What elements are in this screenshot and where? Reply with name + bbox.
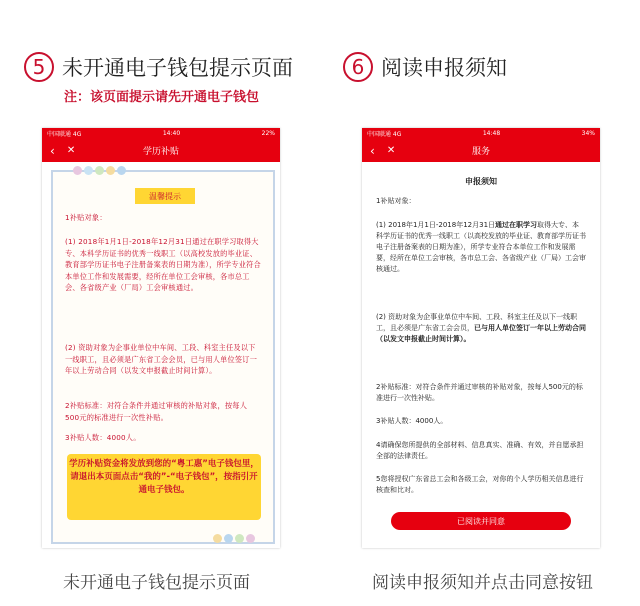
paragraph: 1补贴对象：	[65, 213, 107, 222]
close-icon[interactable]: ✕	[386, 145, 396, 156]
paragraph: (1) 2018年1月1日-2018年12月31日通过在职学习取得大专、本科学历证书的优秀一线职工（以高校发放的毕业证、教育部学历证书电子注册备案表的日期为准），所学专业符合本单位工作和发展需要，经所在单位工会审核，各市总工会、各省级产业（厂局）工会审核通过。	[376, 221, 586, 273]
clock-label: 14:40	[162, 130, 181, 137]
paragraph: 5您将授权广东省总工会和各级工会，对你的个人学历相关信息进行核查和比对。	[376, 475, 584, 494]
step-title: 阅读申报须知	[381, 56, 507, 80]
agree-button[interactable]: 已阅读并同意	[391, 512, 571, 530]
caption-left: 未开通电子钱包提示页面	[63, 573, 250, 593]
notice-frame	[51, 170, 275, 544]
paragraph: (2) 资助对象为企事业单位中车间、工段、科室主任及以下一线职工，且必须是广东省工会会员，已与用人单位签订一年以上劳动合同（以发文申报截止时间计算）。	[376, 313, 586, 343]
step-5-header	[24, 52, 293, 82]
nav-bar	[362, 139, 600, 162]
phone-screen-notice	[362, 128, 600, 548]
back-icon[interactable]: ‹	[370, 143, 375, 158]
carrier-label: 中国联通 4G	[47, 131, 82, 138]
battery-label: 22%	[261, 130, 275, 137]
wallet-notice-box: 学历补贴资金将发放到您的“粤工惠”电子钱包里，请退出本页面点击“我的”-“电子钱包”，按指引开通电子钱包。	[67, 454, 261, 520]
caption-right: 阅读申报须知并点击同意按钮	[372, 573, 593, 593]
paragraph: 4请确保您所提供的全部材料、信息真实、准确、有效，并自愿承担全部的法律责任。	[376, 441, 584, 460]
warm-tip-label: 温馨提示	[135, 188, 195, 204]
status-bar	[362, 128, 600, 139]
nav-bar	[42, 139, 280, 162]
phone-screen-subsidy	[42, 128, 280, 548]
step-6-header	[343, 52, 507, 82]
paragraph: (1) 2018年1月1日-2018年12月31日通过在职学习取得大专、本科学历证书的优秀一线职工（以高校发放的毕业证、教育部学历证书电子注册备案表的日期为准），所学专业符合本单位工作和发展需要，经所在单位工会审核，各市总工会、各省级产业（厂局）工会审核通过。	[65, 237, 261, 292]
paragraph: 3补贴人数：4000人。	[376, 417, 448, 425]
nav-title: 服务	[471, 147, 490, 157]
step-number-badge: 6	[343, 52, 373, 82]
close-icon[interactable]: ✕	[66, 145, 76, 156]
notice-heading: 申报须知	[465, 177, 497, 186]
back-icon[interactable]: ‹	[50, 143, 55, 158]
nav-title: 学历补贴	[142, 147, 179, 157]
paragraph: 1补贴对象：	[376, 197, 416, 205]
paragraph: 2补贴标准：对符合条件并通过审核的补贴对象，按每人500元的标准进行一次性补贴。	[65, 401, 248, 422]
step-note: 注：该页面提示请先开通电子钱包	[64, 90, 260, 105]
step-title: 未开通电子钱包提示页面	[62, 56, 293, 80]
step-number-badge: 5	[24, 52, 54, 82]
paragraph: 2补贴标准：对符合条件并通过审核的补贴对象，按每人500元的标准进行一次性补贴。	[376, 383, 583, 402]
paragraph: 3补贴人数：4000人。	[65, 433, 141, 442]
clock-label: 14:48	[482, 130, 501, 137]
status-bar	[42, 128, 280, 139]
battery-label: 34%	[581, 130, 595, 137]
decor-balls-icon	[213, 534, 255, 543]
decor-balls-icon	[73, 166, 126, 175]
carrier-label: 中国联通 4G	[367, 131, 402, 138]
paragraph: (2) 资助对象为企事业单位中车间、工段、科室主任及以下一线职工，且必须是广东省工会会员，已与用人单位签订一年以上劳动合同（以发文申报截止时间计算）。	[65, 343, 258, 375]
